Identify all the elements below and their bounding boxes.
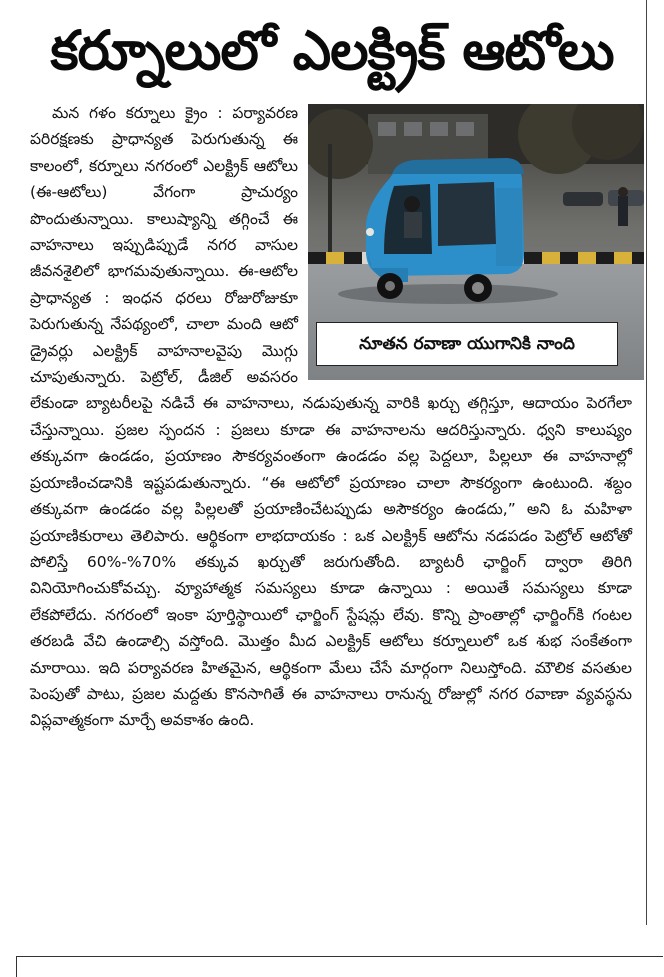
column-rule	[646, 0, 647, 925]
article-text: మన గళం కర్నూలు క్రైం : పర్యావరణ పరిరక్షణకు ప్రాధాన్యత పెరుగుతున్న ఈ కాలంలో, కర్నూలు నగరంలో ఎలక్ట్రిక్ ఆటోలు (ఈ-ఆటోలు) వేగంగా ప్రాచుర్యం పొందుతున్నాయి. కాలుష్యాన్ని తగ్గించే ఈ వాహనాలు ఇప్పుడిప్పుడే నగర వాసుల జీవనశైలిలో భాగమవుతున్నాయి. ఈ-ఆటోల ప్రాధాన్యత : ఇంధన ధరలు రోజురోజుకూ పెరుగుతున్న నేపథ్యంలో, చాలా మంది ఆటో డ్రైవర్లు ఎలక్ట్రిక్ వాహనాలవైపు మొగ్గు చూపుతున్నారు. పెట్రోల్, డీజిల్ అవసరం లేకుండా బ్యాటరీలపై నడిచే ఈ వాహనాలు, నడుపుతున్న వారికి ఖర్చు తగ్గిస్తూ, ఆదాయం పెరగేలా చేస్తున్నాయి. ప్రజల స్పందన : ప్రజలు కూడా ఈ వాహనాలను ఆదరిస్తున్నారు. ధ్వని కాలుష్యం తక్కువగా ఉండడం, ప్రయాణం సౌకర్యవంతంగా ఉండడం వల్ల పెద్దలూ, పిల్లలూ ఈ వాహనాల్లో ప్రయాణించడానికి ఇష్టపడుతున్నారు. “ఈ ఆటోలో ప్రయాణం చాలా సౌకర్యంగా ఉంటుంది. శబ్దం తక్కువగా ఉండడం వల్ల పిల్లలతో ప్రయాణించేటప్పుడు అసౌకర్యం ఉండదు,” అని ఓ మహిళా ప్రయాణికురాలు తెలిపారు. ఆర్థికంగా లాభదాయకం : ఒక ఎలక్ట్రిక్ ఆటోను నడపడం పెట్రోల్ ఆటోతో పోలిస్తే 60%-%70% తక్కువ ఖర్చుతో జరుగుతోంది. బ్యాటరీ ఛార్జింగ్ ద్వారా తిరిగి వినియోగించుకోవచ్చు. వ్యూహాత్మక సమస్యలు కూడా ఉన్నాయి : అయితే సమస్యలు కూడా లేకపోలేదు. నగరంలో ఇంకా పూర్తిస్థాయిలో ఛార్జింగ్ స్టేషన్లు లేవు. కొన్ని ప్రాంతాల్లో ఛార్జింగ్‌కి గంటల తరబడి వేచి ఉండాల్సి వస్తోంది. మొత్తం మీద ఎలక్ట్రిక్ ఆటోలు కర్నూలులో ఒక శుభ సంకేతంగా మారాయి. ఇది పర్యావరణ హితమైన, ఆర్థికంగా మేలు చేసే మార్గంగా నిలుస్తోంది. మౌలిక వసతుల పెంపుతో పాటు, ప్రజల మద్దతు కొనసాగితే ఈ వాహనాలు రానున్న రోజుల్లో నగర రవాణా వ్యవస్థను విప్లవాత్మకంగా మార్చే అవకాశం ఉంది.	[30, 104, 632, 730]
next-article-frame	[16, 956, 663, 977]
article-photo	[308, 104, 644, 380]
photo-caption: నూతన రవాణా యుగానికి నాంది	[316, 322, 618, 366]
article	[30, 100, 632, 734]
headline: కర్నూలులో ఎలక్ట్రిక్ ఆటోలు	[50, 19, 614, 82]
